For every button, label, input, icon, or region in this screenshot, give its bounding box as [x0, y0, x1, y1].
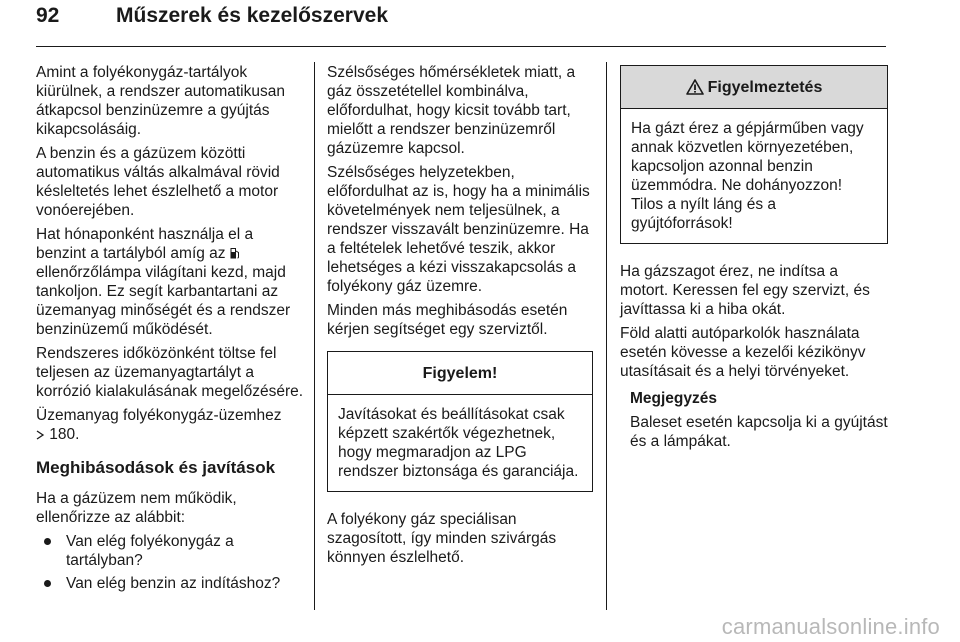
fuel-pump-icon — [230, 245, 240, 257]
paragraph: Szélsőséges helyzetekben, előfordulhat az is, hogy ha a minimális követelmények nem teljesülnek, a rendszer visszavált benzinüzemre. Ha a feltételek lehetővé teszik, akkor lehetséges a kézi visszakapcsolás a folyékony gáz üzemre. — [327, 164, 590, 295]
list-item-text: Van elég benzin az indításhoz? — [66, 575, 281, 592]
note-text: Baleset esetén kapcsolja ki a gyújtást és a lámpákat. — [630, 414, 888, 450]
paragraph: Minden más meghibásodás esetén kérjen segítséget egy szerviztől. — [327, 302, 568, 338]
list-item — [36, 532, 306, 570]
column-divider-2 — [606, 62, 607, 610]
paragraph: A folyékony gáz speciálisan szagosított, így minden szivárgás könnyen észlelhető. — [327, 511, 557, 566]
paragraph: Föld alatti autóparkolók használata esetén kövesse a kezelői kézikönyv utasításait és a helyi törvényeket. — [620, 325, 866, 380]
header-rule — [36, 46, 886, 47]
paragraph-text: Hat hónaponként használja el a benzint a tartályból amíg az — [36, 226, 254, 262]
cross-reference-arrow-icon — [36, 426, 45, 436]
paragraph: Rendszeres időközönként töltse fel teljesen az üzemanyagtartályt a korrózió kialakulásának megelőzésére. — [36, 345, 304, 400]
paragraph: Ha gázszagot érez, ne indítsa a motort. Keressen fel egy szervizt, és javíttassa ki a hiba okát. — [620, 263, 870, 318]
bullet-icon — [44, 580, 51, 587]
paragraph: Amint a folyékonygáz-tartályok kiürülnek, a rendszer automatikusan átkapcsol benzinüzemre a gyújtás kikapcsolásáig. — [36, 64, 285, 138]
warning-title: Figyelmeztetés — [707, 78, 823, 96]
note-title: Megjegyzés — [630, 390, 718, 407]
caution-body: Javításokat és beállításokat csak képzett szakértők végezhetnek, hogy megmaradjon az LPG rendszer biztonsága és garanciája. — [338, 406, 579, 480]
caution-box — [327, 351, 593, 492]
list-item — [36, 574, 306, 593]
warning-body: Ha gázt érez a gépjárműben vagy annak közvetlen környezetében, kapcsoljon azonnal benzin üzemmódra. Ne dohányozzon! Tilos a nyílt láng és a gyújtóforrások! — [631, 120, 864, 232]
warning-header — [621, 66, 887, 109]
warning-triangle-icon — [686, 79, 704, 95]
paragraph — [36, 225, 306, 339]
paragraph-text: ellenőrzőlámpa világítani kezd, majd tankoljon. Ez segít karbantartani az üzemanyag minőségét és a rendszer benzinüzemű működését. — [36, 264, 291, 338]
column-3 — [620, 63, 888, 456]
bullet-icon — [44, 538, 51, 545]
paragraph: A benzin és a gázüzem közötti automatikus váltás alkalmával rövid késleltetés lehet észlelhető a motor vonóerejében. — [36, 145, 280, 219]
page-reference-link[interactable]: 180. — [45, 426, 80, 443]
paragraph: Szélsőséges hőmérsékletek miatt, a gáz összetétellel kombinálva, előfordulhat, hogy kicsit tovább tart, mielőtt a rendszer benzinüzemről gázüzemre kapcsol. — [327, 64, 576, 157]
watermark: carmanualsonline.info — [721, 614, 940, 639]
page-title: Műszerek és kezelőszervek — [116, 4, 389, 27]
warning-box — [620, 65, 888, 244]
list-item-text: Van elég folyékonygáz a tartályban? — [66, 533, 234, 569]
bullet-list — [36, 532, 306, 593]
paragraph: Ha a gázüzem nem működik, ellenőrizze az alábbit: — [36, 490, 237, 526]
column-2 — [327, 63, 593, 572]
caution-title: Figyelem! — [328, 352, 592, 395]
paragraph-text: Üzemanyag folyékonygáz-üzemhez — [36, 407, 282, 424]
section-heading: Meghibásodások és javítások — [36, 458, 276, 477]
paragraph — [36, 406, 306, 444]
column-1 — [36, 63, 306, 597]
page-number: 92 — [36, 4, 60, 27]
column-divider-1 — [314, 62, 315, 610]
